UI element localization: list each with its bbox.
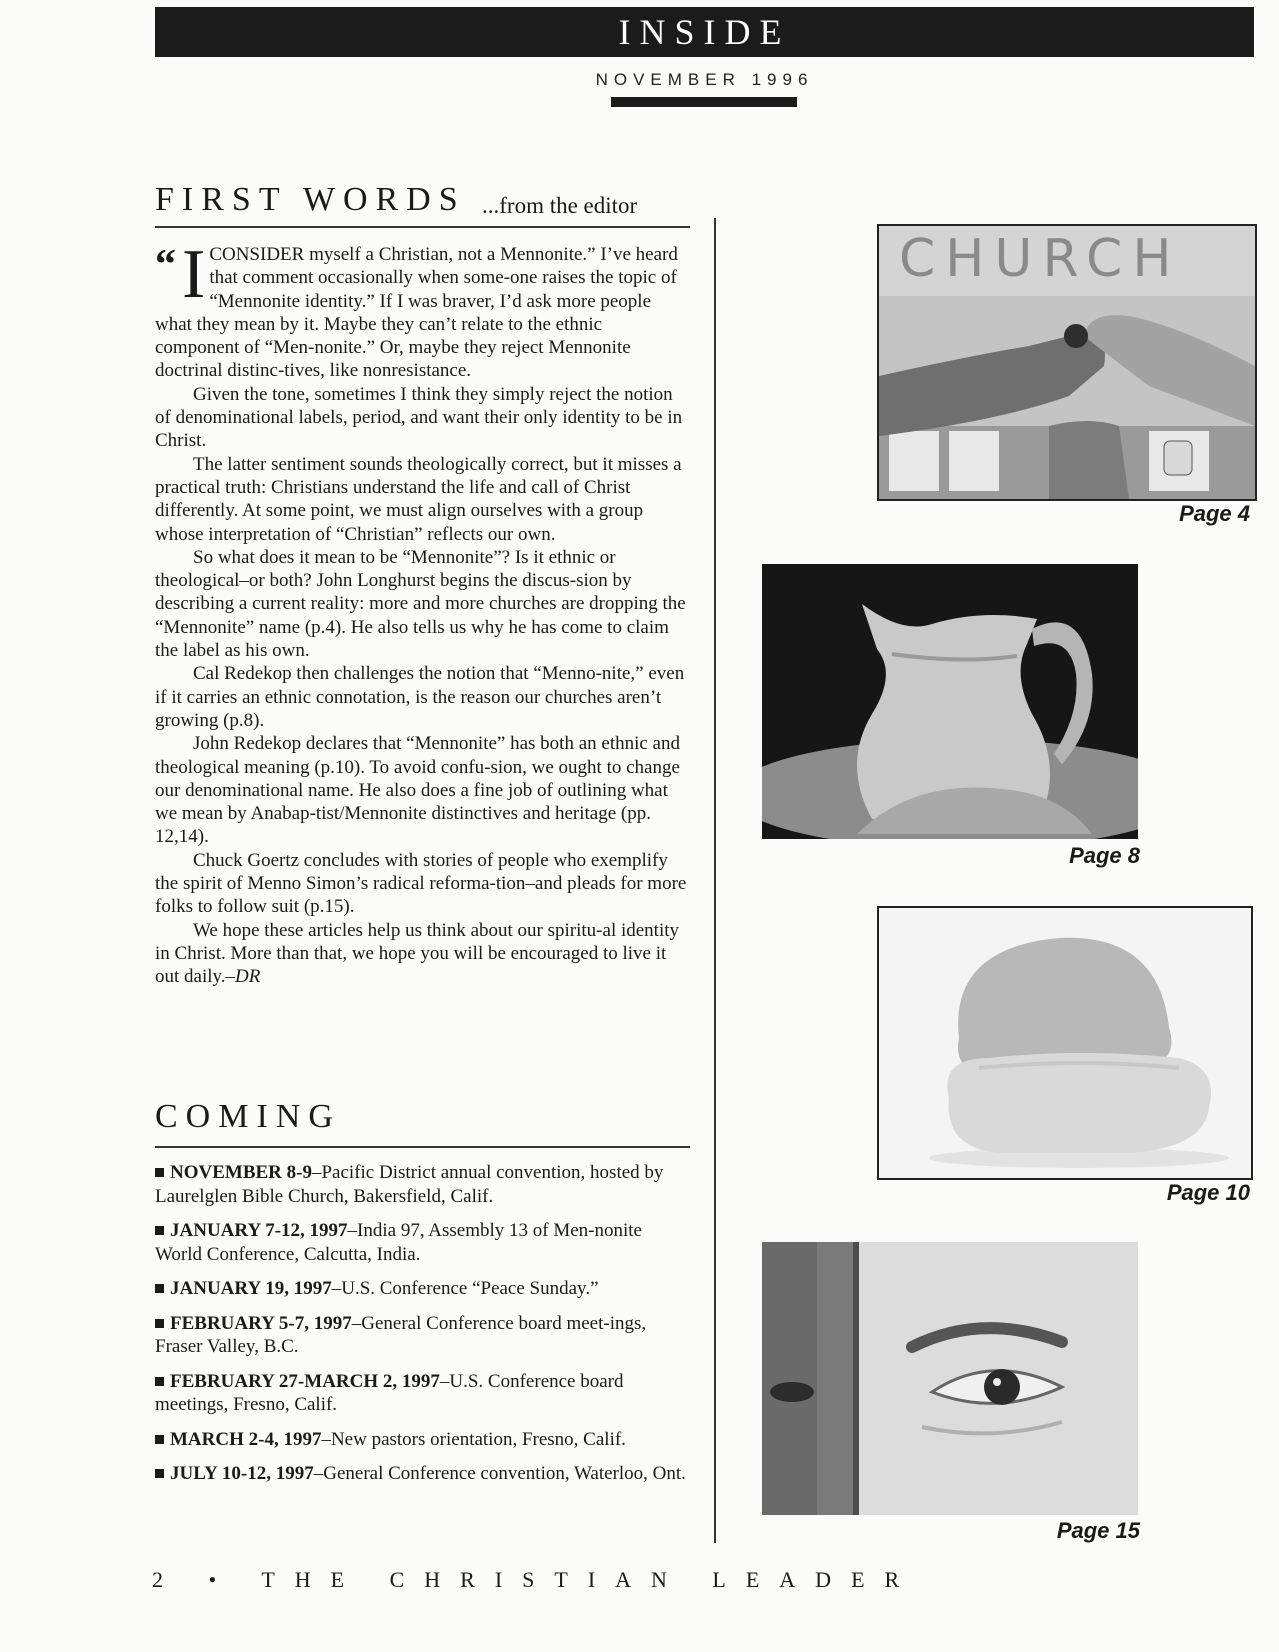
- event-item: NOVEMBER 8-9–Pacific District annual convention, hosted by Laurelglen Bible Church, Bakersfield, Calif.: [155, 1162, 664, 1207]
- heading-rule: [155, 226, 690, 228]
- bread-roll-image: [879, 908, 1251, 1178]
- event-item: JULY 10-12, 1997–General Conference convention, Waterloo, Ont.: [155, 1462, 690, 1486]
- church-hands-image: [879, 226, 1255, 499]
- coming-heading: COMING: [155, 1098, 341, 1135]
- eye-behind-bars-image: [762, 1242, 1138, 1515]
- footer-separator: •: [208, 1567, 237, 1592]
- pitcher-photo: [762, 564, 1138, 839]
- event-item: JANUARY 7-12, 1997–India 97, Assembly 13 of Men-nonite World Conference, Calcutta, India.: [155, 1220, 642, 1265]
- article-paragraph: So what does it mean to be “Mennonite”? Is it ethnic or theological–or both? John Longhurst begins the discus-sion by describing a current reality: more and more churches are dropping the “Mennonite” name (p.4). He also tells us why he has come to claim the label as his own.: [155, 546, 686, 662]
- heading-rule: [155, 1146, 690, 1148]
- bullet-square-icon: [155, 1168, 164, 1177]
- photo-caption: Page 8: [1069, 843, 1140, 868]
- section-title: INSIDE: [618, 12, 791, 52]
- publication-name: THE CHRISTIAN LEADER: [261, 1567, 920, 1592]
- bullet-square-icon: [155, 1435, 164, 1444]
- article-paragraph: Chuck Goertz concludes with stories of people who exemplify the spirit of Menno Simon’s radical reforma-tion–and pleads for more folks to follow suit (p.15).: [155, 849, 687, 918]
- issue-date: NOVEMBER 1996: [595, 70, 814, 89]
- opening-quote: “: [155, 242, 176, 288]
- bread-roll-photo: [877, 906, 1253, 1180]
- eye-behind-bars-photo: [762, 1242, 1138, 1515]
- article-paragraph: “ I CONSIDER myself a Christian, not a Mennonite.” I’ve heard that comment occasionally when some-one raises the topic of “Mennonite identity.” If I was braver, I’d ask more people what they mean by it. Maybe they can’t relate to the ethnic component of “Men-nonite.” Or, maybe they reject Mennonite doctrinal distinc-tives, like nonresistance.: [155, 236, 678, 382]
- event-item: JANUARY 19, 1997–U.S. Conference “Peace Sunday.”: [155, 1277, 690, 1301]
- church-sign-text: CHURCH: [899, 229, 1182, 289]
- bullet-square-icon: [155, 1226, 164, 1235]
- bullet-square-icon: [155, 1469, 164, 1478]
- pitcher-image: [762, 564, 1138, 839]
- event-item: FEBRUARY 27-MARCH 2, 1997–U.S. Conference board meetings, Fresno, Calif.: [155, 1370, 624, 1415]
- article-paragraph: John Redekop declares that “Mennonite” has both an ethnic and theological meaning (p.10). To avoid confu-sion, we ought to change our denominational name. He also does a fine job of outlining what we mean by Anabap-tist/Mennonite distinctives and heritage (pp. 12,14).: [155, 733, 680, 848]
- column-divider: [714, 218, 716, 1543]
- photo-caption: Page 10: [1166, 1180, 1250, 1205]
- article-paragraph: We hope these articles help us think about our spiritu-al identity in Christ. More than that, we hope you will be encouraged to live it out daily.–DR: [155, 919, 680, 988]
- page-footer: [152, 1567, 919, 1593]
- article-paragraph: Cal Redekop then challenges the notion that “Menno-nite,” even if it carries an ethnic connotation, is the reason our churches aren’t growing (p.8).: [155, 663, 685, 731]
- church-hands-photo: [877, 224, 1257, 501]
- event-item: FEBRUARY 5-7, 1997–General Conference board meet-ings, Fraser Valley, B.C.: [155, 1312, 647, 1357]
- article-paragraph: Given the tone, sometimes I think they simply reject the notion of denominational labels, period, and want their only identity to be in Christ.: [155, 383, 683, 452]
- drop-cap: I: [182, 236, 206, 313]
- bullet-square-icon: [155, 1377, 164, 1386]
- photo-caption: Page 15: [1056, 1518, 1140, 1543]
- article-paragraph: The latter sentiment sounds theologically correct, but it misses a practical truth: Christians understand the life and call of Christ differently. At some point, we must align ourselves with a group whose interpretation of “Christian” reflects our own.: [155, 453, 682, 545]
- first-words-subtitle: ...from the editor: [482, 193, 638, 218]
- header-underbar: [611, 97, 797, 107]
- editorial-article: [155, 236, 690, 989]
- page-number: 2: [152, 1567, 183, 1592]
- bullet-square-icon: [155, 1319, 164, 1328]
- photo-caption: Page 4: [1179, 501, 1250, 526]
- event-item: MARCH 2-4, 1997–New pastors orientation, Fresno, Calif.: [155, 1428, 690, 1452]
- bullet-square-icon: [155, 1284, 164, 1293]
- first-words-heading: FIRST WORDS: [155, 181, 466, 218]
- editor-signature: –DR: [225, 966, 261, 988]
- events-list: [155, 1161, 690, 1497]
